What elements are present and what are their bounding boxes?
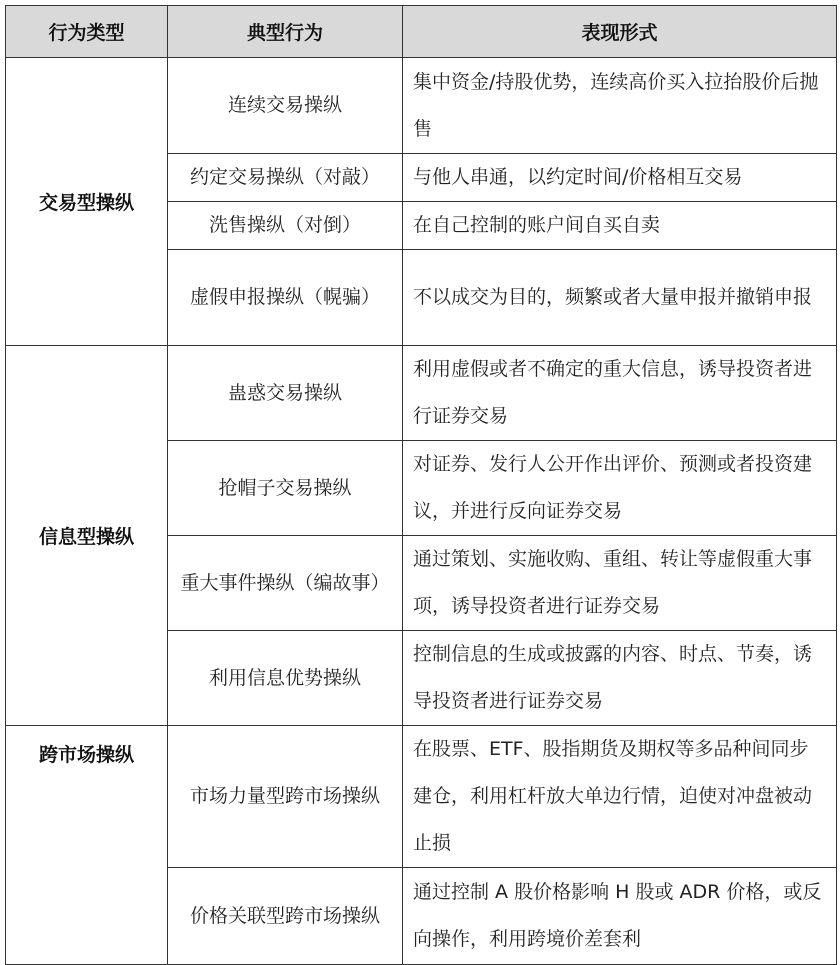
header-row bbox=[6, 6, 837, 58]
form-cell: 通过策划、实施收购、重组、转让等虚假重大事项，诱导投资者进行证券交易 bbox=[403, 536, 837, 631]
table-row bbox=[6, 346, 837, 441]
form-cell: 集中资金/持股优势，连续高价买入拉抬股价后抛售 bbox=[403, 58, 837, 154]
table-row bbox=[6, 726, 837, 868]
table-row bbox=[6, 58, 837, 154]
behavior-cell: 虚假申报操纵（幌骗） bbox=[168, 250, 403, 346]
manipulation-types-table bbox=[5, 5, 837, 965]
header-category: 行为类型 bbox=[6, 6, 168, 58]
form-cell: 对证券、发行人公开作出评价、预测或者投资建议，并进行反向证券交易 bbox=[403, 441, 837, 536]
behavior-cell: 蛊惑交易操纵 bbox=[168, 346, 403, 441]
header-behavior: 典型行为 bbox=[168, 6, 403, 58]
form-cell: 控制信息的生成或披露的内容、时点、节奏，诱导投资者进行证券交易 bbox=[403, 631, 837, 726]
category-cell: 跨市场操纵 bbox=[6, 726, 168, 965]
form-cell: 利用虚假或者不确定的重大信息，诱导投资者进行证券交易 bbox=[403, 346, 837, 441]
behavior-cell: 约定交易操纵（对敲） bbox=[168, 154, 403, 202]
form-cell: 不以成交为目的，频繁或者大量申报并撤销申报 bbox=[403, 250, 837, 346]
form-cell: 在股票、ETF、股指期货及期权等多品种间同步建仓，利用杠杆放大单边行情，迫使对冲盘被动止损 bbox=[403, 726, 837, 868]
behavior-cell: 抢帽子交易操纵 bbox=[168, 441, 403, 536]
category-cell: 信息型操纵 bbox=[6, 346, 168, 726]
behavior-cell: 洗售操纵（对倒） bbox=[168, 202, 403, 250]
behavior-cell: 连续交易操纵 bbox=[168, 58, 403, 154]
behavior-cell: 市场力量型跨市场操纵 bbox=[168, 726, 403, 868]
behavior-cell: 重大事件操纵（编故事） bbox=[168, 536, 403, 631]
behavior-cell: 利用信息优势操纵 bbox=[168, 631, 403, 726]
form-cell: 在自己控制的账户间自买自卖 bbox=[403, 202, 837, 250]
category-cell: 交易型操纵 bbox=[6, 58, 168, 346]
behavior-cell: 价格关联型跨市场操纵 bbox=[168, 868, 403, 965]
header-form: 表现形式 bbox=[403, 6, 837, 58]
form-cell: 与他人串通，以约定时间/价格相互交易 bbox=[403, 154, 837, 202]
form-cell: 通过控制 A 股价格影响 H 股或 ADR 价格，或反向操作，利用跨境价差套利 bbox=[403, 868, 837, 965]
